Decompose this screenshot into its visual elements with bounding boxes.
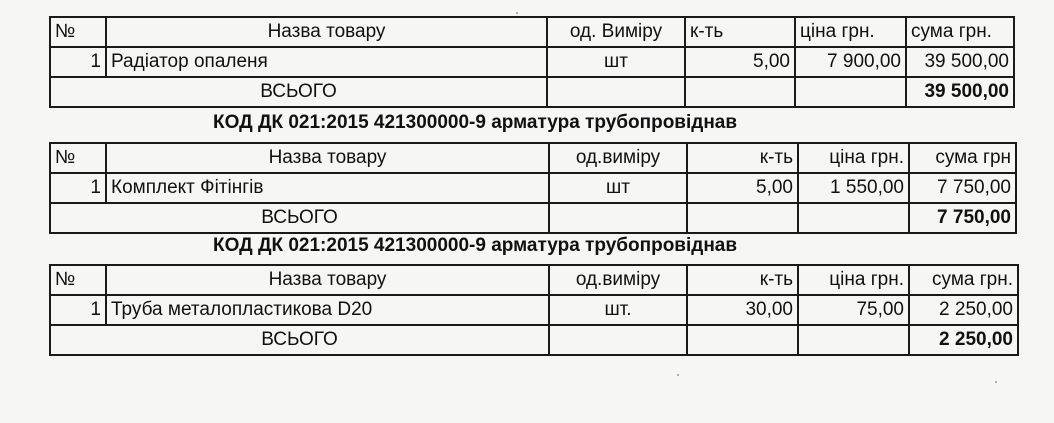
item-unit: шт. (549, 295, 687, 325)
table-header-row (50, 143, 1016, 173)
total-sum: 2 250,00 (909, 325, 1018, 355)
item-price: 1 550,00 (798, 173, 909, 203)
item-unit: шт (547, 47, 685, 77)
col-header-number: № (50, 143, 106, 173)
table-row (50, 173, 1016, 203)
item-qty: 5,00 (687, 173, 798, 203)
col-header-sum: сума грн. (906, 17, 1014, 47)
table-header-row (50, 265, 1018, 295)
scan-speck (516, 12, 518, 14)
table-row (50, 47, 1014, 77)
row-number: 1 (50, 173, 106, 203)
col-header-number: № (50, 17, 106, 47)
total-row (50, 77, 1014, 107)
row-number: 1 (50, 295, 106, 325)
scan-speck (995, 381, 997, 383)
total-label: ВСЬОГО (50, 77, 547, 107)
row-number: 1 (50, 47, 106, 77)
col-header-qty: к-ть (685, 17, 795, 47)
col-header-sum: сума грн. (909, 265, 1018, 295)
total-row (50, 325, 1018, 355)
col-header-sum: сума грн (909, 143, 1016, 173)
col-header-unit: од.виміру (549, 143, 687, 173)
col-header-price: ціна грн. (798, 143, 909, 173)
col-header-unit: од.виміру (549, 265, 687, 295)
item-qty: 30,00 (687, 295, 798, 325)
table-header-row (50, 17, 1014, 47)
section-title-2: КОД ДК 021:2015 421300000-9 арматура трубопровіднав (213, 235, 738, 256)
col-header-price: ціна грн. (795, 17, 906, 47)
item-name: Комплект Фітінгів (106, 173, 549, 203)
col-header-qty: к-ть (687, 143, 798, 173)
scan-speck (677, 374, 679, 376)
total-sum: 39 500,00 (906, 77, 1014, 107)
item-sum: 2 250,00 (909, 295, 1018, 325)
section-title-1: КОД ДК 021:2015 421300000-9 арматура трубопровіднав (213, 112, 738, 133)
item-sum: 7 750,00 (909, 173, 1016, 203)
col-header-number: № (50, 265, 106, 295)
table-row (50, 295, 1018, 325)
items-table-3 (49, 264, 1019, 356)
col-header-unit: од. Виміру (547, 17, 685, 47)
items-table-2 (49, 142, 1017, 234)
item-unit: шт (549, 173, 687, 203)
total-label: ВСЬОГО (50, 203, 549, 233)
col-header-qty: к-ть (687, 265, 798, 295)
col-header-name: Назва товару (106, 17, 547, 47)
item-name: Труба металопластикова D20 (106, 295, 549, 325)
items-table-1 (49, 16, 1015, 108)
col-header-price: ціна грн. (798, 265, 909, 295)
item-name: Радіатор опаленя (106, 47, 547, 77)
total-label: ВСЬОГО (50, 325, 549, 355)
item-qty: 5,00 (685, 47, 795, 77)
col-header-name: Назва товару (106, 265, 549, 295)
total-sum: 7 750,00 (909, 203, 1016, 233)
total-row (50, 203, 1016, 233)
item-price: 75,00 (798, 295, 909, 325)
col-header-name: Назва товару (106, 143, 549, 173)
item-sum: 39 500,00 (906, 47, 1014, 77)
item-price: 7 900,00 (795, 47, 906, 77)
